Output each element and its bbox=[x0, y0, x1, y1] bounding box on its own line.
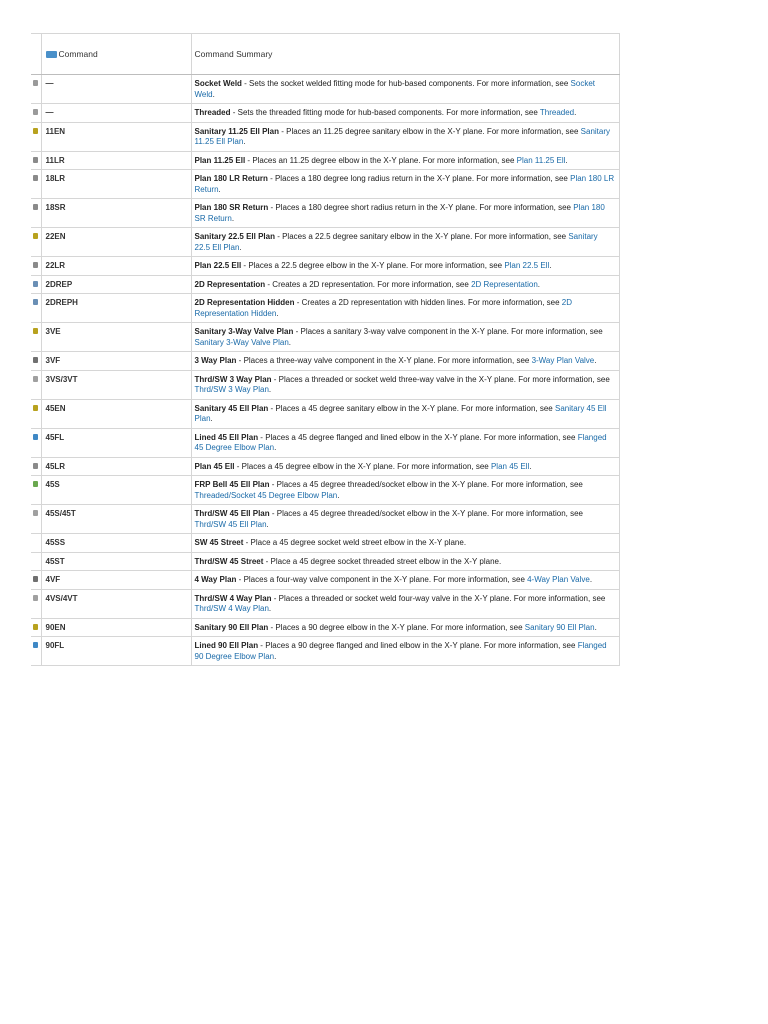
summary-text: - Places a 180 degree short radius return in the X-Y plane. For more information, see bbox=[268, 203, 574, 212]
summary-title: 2D Representation bbox=[194, 279, 266, 289]
summary-tail: . bbox=[210, 414, 213, 423]
summary-text: - Sets the threaded fitting mode for hub-based components. For more information, see bbox=[230, 108, 540, 117]
row-icon-cell bbox=[31, 457, 41, 476]
summary-link[interactable]: 2D Representation bbox=[471, 279, 538, 289]
summary-text: - Place a 45 degree socket threaded street elbow in the X-Y plane. bbox=[263, 556, 502, 566]
sanitary-elbow-icon bbox=[33, 128, 38, 134]
row-icon-cell bbox=[31, 476, 41, 505]
command-name: 45SS bbox=[41, 534, 191, 553]
command-name: 45S bbox=[41, 476, 191, 505]
summary-text: - Sets the socket welded fitting mode for hub-based components. For more information, see bbox=[241, 79, 571, 88]
command-summary bbox=[191, 589, 619, 618]
representation-icon bbox=[33, 281, 38, 287]
summary-title: Sanitary 11.25 Ell Plan bbox=[194, 126, 279, 136]
table-row bbox=[31, 323, 619, 352]
flanged-elbow-icon bbox=[33, 642, 38, 648]
command-summary bbox=[191, 323, 619, 352]
threaded-icon bbox=[33, 109, 38, 115]
command-name: 2DREPH bbox=[41, 294, 191, 323]
summary-title: Plan 45 Ell bbox=[194, 461, 235, 471]
command-summary bbox=[191, 352, 619, 371]
table-row bbox=[31, 370, 619, 399]
summary-link[interactable]: Plan 180 LR Return bbox=[194, 174, 615, 194]
table-row bbox=[31, 571, 619, 590]
elbow-icon bbox=[33, 463, 38, 469]
summary-title: Sanitary 3-Way Valve Plan bbox=[194, 327, 294, 336]
summary-tail: . bbox=[276, 308, 279, 318]
summary-text: - Places a 180 degree long radius return in the X-Y plane. For more information, see bbox=[267, 174, 571, 183]
table-row bbox=[31, 618, 619, 637]
summary-link[interactable]: Flanged 90 Degree Elbow Plan bbox=[194, 641, 607, 661]
summary-tail: . bbox=[574, 108, 577, 117]
command-name: 22LR bbox=[41, 257, 191, 276]
command-summary bbox=[191, 257, 619, 276]
command-summary bbox=[191, 457, 619, 476]
summary-text: - Places a 90 degree elbow in the X-Y plane. For more information, see bbox=[268, 622, 525, 632]
summary-title: 3 Way Plan bbox=[194, 356, 237, 365]
summary-text: - Places a 22.5 degree elbow in the X-Y plane. For more information, see bbox=[241, 261, 505, 270]
command-icon bbox=[46, 51, 57, 58]
table-row bbox=[31, 228, 619, 257]
summary-tail: . bbox=[594, 356, 597, 365]
row-icon-cell bbox=[31, 370, 41, 399]
command-name: 11EN bbox=[41, 122, 191, 151]
command-name: 45LR bbox=[41, 457, 191, 476]
command-summary bbox=[191, 476, 619, 505]
summary-text: - Places a 45 degree sanitary elbow in the X-Y plane. For more information, see bbox=[268, 403, 555, 413]
summary-text: - Creates a 2D representation with hidden lines. For more information, see bbox=[294, 298, 562, 307]
summary-tail: . bbox=[589, 575, 593, 584]
summary-title: 2D Representation Hidden bbox=[194, 298, 295, 307]
header-command-label: Command bbox=[58, 48, 98, 59]
command-name: 4VS/4VT bbox=[41, 589, 191, 618]
command-summary bbox=[191, 75, 619, 104]
summary-title: Plan 180 LR Return bbox=[194, 174, 268, 183]
command-summary bbox=[191, 399, 619, 428]
row-icon-cell bbox=[31, 151, 41, 170]
command-name: 22EN bbox=[41, 228, 191, 257]
command-name: — bbox=[41, 104, 191, 123]
command-name: 3VS/3VT bbox=[41, 370, 191, 399]
command-name: 4VF bbox=[41, 571, 191, 590]
command-summary bbox=[191, 170, 619, 199]
summary-text: - Places a 45 degree elbow in the X-Y plane. For more information, see bbox=[234, 461, 491, 471]
summary-link[interactable]: Sanitary 90 Ell Plan bbox=[524, 622, 595, 632]
row-icon-cell bbox=[31, 352, 41, 371]
command-summary bbox=[191, 104, 619, 123]
header-summary: Command Summary bbox=[191, 34, 619, 75]
summary-text: - Places an 11.25 degree sanitary elbow in the X-Y plane. For more information, see bbox=[279, 126, 581, 136]
summary-title: Lined 45 Ell Plan bbox=[194, 432, 259, 442]
summary-tail: . bbox=[337, 490, 340, 500]
valve-icon bbox=[33, 357, 38, 363]
summary-title: Threaded bbox=[194, 108, 231, 117]
table-row bbox=[31, 589, 619, 618]
summary-link[interactable]: Sanitary 3-Way Valve Plan bbox=[194, 337, 289, 347]
command-name: — bbox=[41, 75, 191, 104]
row-icon-cell bbox=[31, 323, 41, 352]
command-summary bbox=[191, 618, 619, 637]
summary-title: Socket Weld bbox=[194, 79, 242, 88]
command-summary bbox=[191, 122, 619, 151]
summary-tail: . bbox=[529, 461, 532, 471]
return-icon bbox=[33, 175, 38, 181]
summary-title: Sanitary 90 Ell Plan bbox=[194, 622, 269, 632]
summary-link[interactable]: Sanitary 45 Ell Plan bbox=[194, 403, 607, 423]
elbow-icon bbox=[33, 262, 38, 268]
row-icon-cell bbox=[31, 589, 41, 618]
summary-tail: . bbox=[212, 89, 215, 99]
summary-link[interactable]: Flanged 45 Degree Elbow Plan bbox=[194, 432, 607, 452]
table-row bbox=[31, 534, 619, 553]
summary-tail: . bbox=[266, 519, 269, 529]
summary-tail: . bbox=[549, 261, 552, 270]
command-name: 45ST bbox=[41, 552, 191, 571]
row-icon-cell bbox=[31, 552, 41, 571]
summary-title: 4 Way Plan bbox=[194, 575, 237, 584]
summary-title: FRP Bell 45 Ell Plan bbox=[194, 480, 270, 489]
summary-link[interactable]: Sanitary 11.25 Ell Plan bbox=[194, 126, 611, 146]
summary-tail: . bbox=[274, 443, 277, 452]
summary-text: - Places a 45 degree threaded/socket elbow in the X-Y plane. For more information, see bbox=[269, 480, 583, 489]
summary-tail: . bbox=[537, 279, 541, 289]
summary-title: Plan 22.5 Ell bbox=[194, 261, 242, 270]
header-icon-cell bbox=[31, 34, 41, 75]
command-table bbox=[31, 33, 620, 666]
summary-link[interactable]: Plan 45 Ell bbox=[490, 461, 530, 471]
summary-text: - Places a threaded or socket weld three-way valve in the X-Y plane. For more information, see bbox=[271, 374, 610, 384]
table-row bbox=[31, 505, 619, 534]
command-summary bbox=[191, 294, 619, 323]
summary-text: - Places a sanitary 3-way valve component in the X-Y plane. For more information, see bbox=[293, 327, 603, 336]
summary-link[interactable]: Socket Weld bbox=[194, 79, 595, 99]
command-name: 90EN bbox=[41, 618, 191, 637]
summary-text: - Places a 45 degree flanged and lined elbow in the X-Y plane. For more information, see bbox=[258, 432, 578, 442]
summary-text: - Places a 22.5 degree sanitary elbow in the X-Y plane. For more information, see bbox=[274, 232, 569, 241]
summary-tail: . bbox=[565, 155, 568, 165]
summary-link[interactable]: Threaded/Socket 45 Degree Elbow Plan bbox=[194, 490, 338, 500]
header-command bbox=[41, 34, 191, 75]
summary-link[interactable]: Thrd/SW 4 Way Plan bbox=[194, 604, 269, 613]
row-icon-cell bbox=[31, 534, 41, 553]
elbow-icon bbox=[33, 157, 38, 163]
summary-text: - Places a threaded or socket weld four-way valve in the X-Y plane. For more information, see bbox=[271, 593, 606, 603]
table-row bbox=[31, 552, 619, 571]
row-icon-cell bbox=[31, 505, 41, 534]
summary-title: Sanitary 45 Ell Plan bbox=[194, 403, 269, 413]
command-name: 90FL bbox=[41, 637, 191, 666]
summary-tail: . bbox=[288, 337, 291, 347]
table-row bbox=[31, 457, 619, 476]
table-row bbox=[31, 257, 619, 276]
command-name: 3VE bbox=[41, 323, 191, 352]
command-name: 18SR bbox=[41, 199, 191, 228]
flanged-elbow-icon bbox=[33, 434, 38, 440]
table-header-row bbox=[31, 34, 619, 75]
summary-text: - Place a 45 degree socket weld street elbow in the X-Y plane. bbox=[243, 538, 467, 547]
command-summary bbox=[191, 199, 619, 228]
summary-link[interactable]: Plan 180 SR Return bbox=[194, 203, 605, 223]
summary-text: - Places a four-way valve component in the X-Y plane. For more information, see bbox=[236, 575, 528, 584]
summary-tail: . bbox=[231, 213, 235, 223]
row-icon-cell bbox=[31, 228, 41, 257]
table-row bbox=[31, 294, 619, 323]
table-row bbox=[31, 75, 619, 104]
row-icon-cell bbox=[31, 294, 41, 323]
table-row bbox=[31, 352, 619, 371]
command-name: 45S/45T bbox=[41, 505, 191, 534]
summary-title: Plan 11.25 Ell bbox=[194, 155, 246, 165]
frp-elbow-icon bbox=[33, 481, 38, 487]
command-summary bbox=[191, 571, 619, 590]
command-name: 3VF bbox=[41, 352, 191, 371]
row-icon-cell bbox=[31, 428, 41, 457]
row-icon-cell bbox=[31, 399, 41, 428]
summary-title: Lined 90 Ell Plan bbox=[194, 641, 259, 650]
summary-tail: . bbox=[274, 651, 277, 661]
representation-hidden-icon bbox=[33, 299, 38, 305]
table-row bbox=[31, 170, 619, 199]
return-icon bbox=[33, 204, 38, 210]
command-summary bbox=[191, 552, 619, 571]
threaded-valve-icon bbox=[33, 595, 38, 601]
table-row bbox=[31, 476, 619, 505]
row-icon-cell bbox=[31, 170, 41, 199]
summary-tail: . bbox=[268, 385, 272, 394]
summary-link[interactable]: 3-Way Plan Valve bbox=[531, 356, 595, 365]
summary-link[interactable]: Sanitary 22.5 Ell Plan bbox=[194, 232, 598, 252]
row-icon-cell bbox=[31, 104, 41, 123]
summary-tail: . bbox=[218, 184, 221, 194]
summary-text: - Places a 45 degree threaded/socket elbow in the X-Y plane. For more information, see bbox=[269, 509, 583, 518]
command-summary bbox=[191, 534, 619, 553]
four-way-valve-icon bbox=[33, 576, 38, 582]
summary-link[interactable]: Thrd/SW 45 Ell Plan bbox=[194, 519, 267, 529]
summary-tail: . bbox=[239, 242, 242, 252]
command-summary bbox=[191, 637, 619, 666]
command-summary bbox=[191, 370, 619, 399]
summary-title: Thrd/SW 3 Way Plan bbox=[194, 374, 272, 384]
table-row bbox=[31, 637, 619, 666]
summary-title: SW 45 Street bbox=[194, 538, 244, 547]
row-icon-cell bbox=[31, 571, 41, 590]
row-icon-cell bbox=[31, 199, 41, 228]
command-name: 2DREP bbox=[41, 275, 191, 294]
summary-title: Thrd/SW 45 Street bbox=[194, 556, 264, 566]
summary-text: - Creates a 2D representation. For more information, see bbox=[265, 279, 472, 289]
command-name: 45FL bbox=[41, 428, 191, 457]
row-icon-cell bbox=[31, 637, 41, 666]
summary-tail: . bbox=[594, 622, 597, 632]
table-row bbox=[31, 122, 619, 151]
table-row bbox=[31, 151, 619, 170]
row-icon-cell bbox=[31, 257, 41, 276]
command-summary bbox=[191, 151, 619, 170]
command-summary bbox=[191, 505, 619, 534]
summary-link[interactable]: Thrd/SW 3 Way Plan bbox=[194, 385, 269, 394]
summary-link[interactable]: Plan 11.25 Ell bbox=[516, 155, 566, 165]
summary-link[interactable]: 4-Way Plan Valve bbox=[527, 575, 590, 584]
summary-tail: . bbox=[268, 604, 272, 613]
summary-title: Plan 180 SR Return bbox=[194, 203, 269, 212]
threaded-elbow-icon bbox=[33, 510, 38, 516]
summary-title: Thrd/SW 4 Way Plan bbox=[194, 593, 272, 603]
command-summary bbox=[191, 228, 619, 257]
summary-tail: . bbox=[243, 137, 246, 146]
table-row bbox=[31, 399, 619, 428]
summary-text: - Places a three-way valve component in the X-Y plane. For more information, see bbox=[236, 356, 532, 365]
summary-link[interactable]: Threaded bbox=[539, 108, 575, 117]
command-rows bbox=[31, 75, 619, 666]
sanitary-elbow-icon bbox=[33, 624, 38, 630]
table-row bbox=[31, 104, 619, 123]
command-summary bbox=[191, 275, 619, 294]
threaded-valve-icon bbox=[33, 376, 38, 382]
command-name: 45EN bbox=[41, 399, 191, 428]
summary-link[interactable]: 2D Representation Hidden bbox=[194, 298, 572, 318]
summary-title: Sanitary 22.5 Ell Plan bbox=[194, 232, 275, 241]
command-summary bbox=[191, 428, 619, 457]
row-icon-cell bbox=[31, 122, 41, 151]
table-row bbox=[31, 275, 619, 294]
sanitary-elbow-icon bbox=[33, 233, 38, 239]
sanitary-elbow-icon bbox=[33, 405, 38, 411]
socket-weld-icon bbox=[33, 80, 38, 86]
summary-text: - Places an 11.25 degree elbow in the X-Y plane. For more information, see bbox=[245, 155, 517, 165]
table-row bbox=[31, 428, 619, 457]
summary-title: Thrd/SW 45 Ell Plan bbox=[194, 509, 270, 518]
command-name: 11LR bbox=[41, 151, 191, 170]
table-row bbox=[31, 199, 619, 228]
sanitary-valve-icon bbox=[33, 328, 38, 334]
row-icon-cell bbox=[31, 618, 41, 637]
summary-link[interactable]: Plan 22.5 Ell bbox=[504, 261, 550, 270]
command-name: 18LR bbox=[41, 170, 191, 199]
summary-text: - Places a 90 degree flanged and lined elbow in the X-Y plane. For more information, see bbox=[258, 641, 578, 650]
row-icon-cell bbox=[31, 75, 41, 104]
row-icon-cell bbox=[31, 275, 41, 294]
